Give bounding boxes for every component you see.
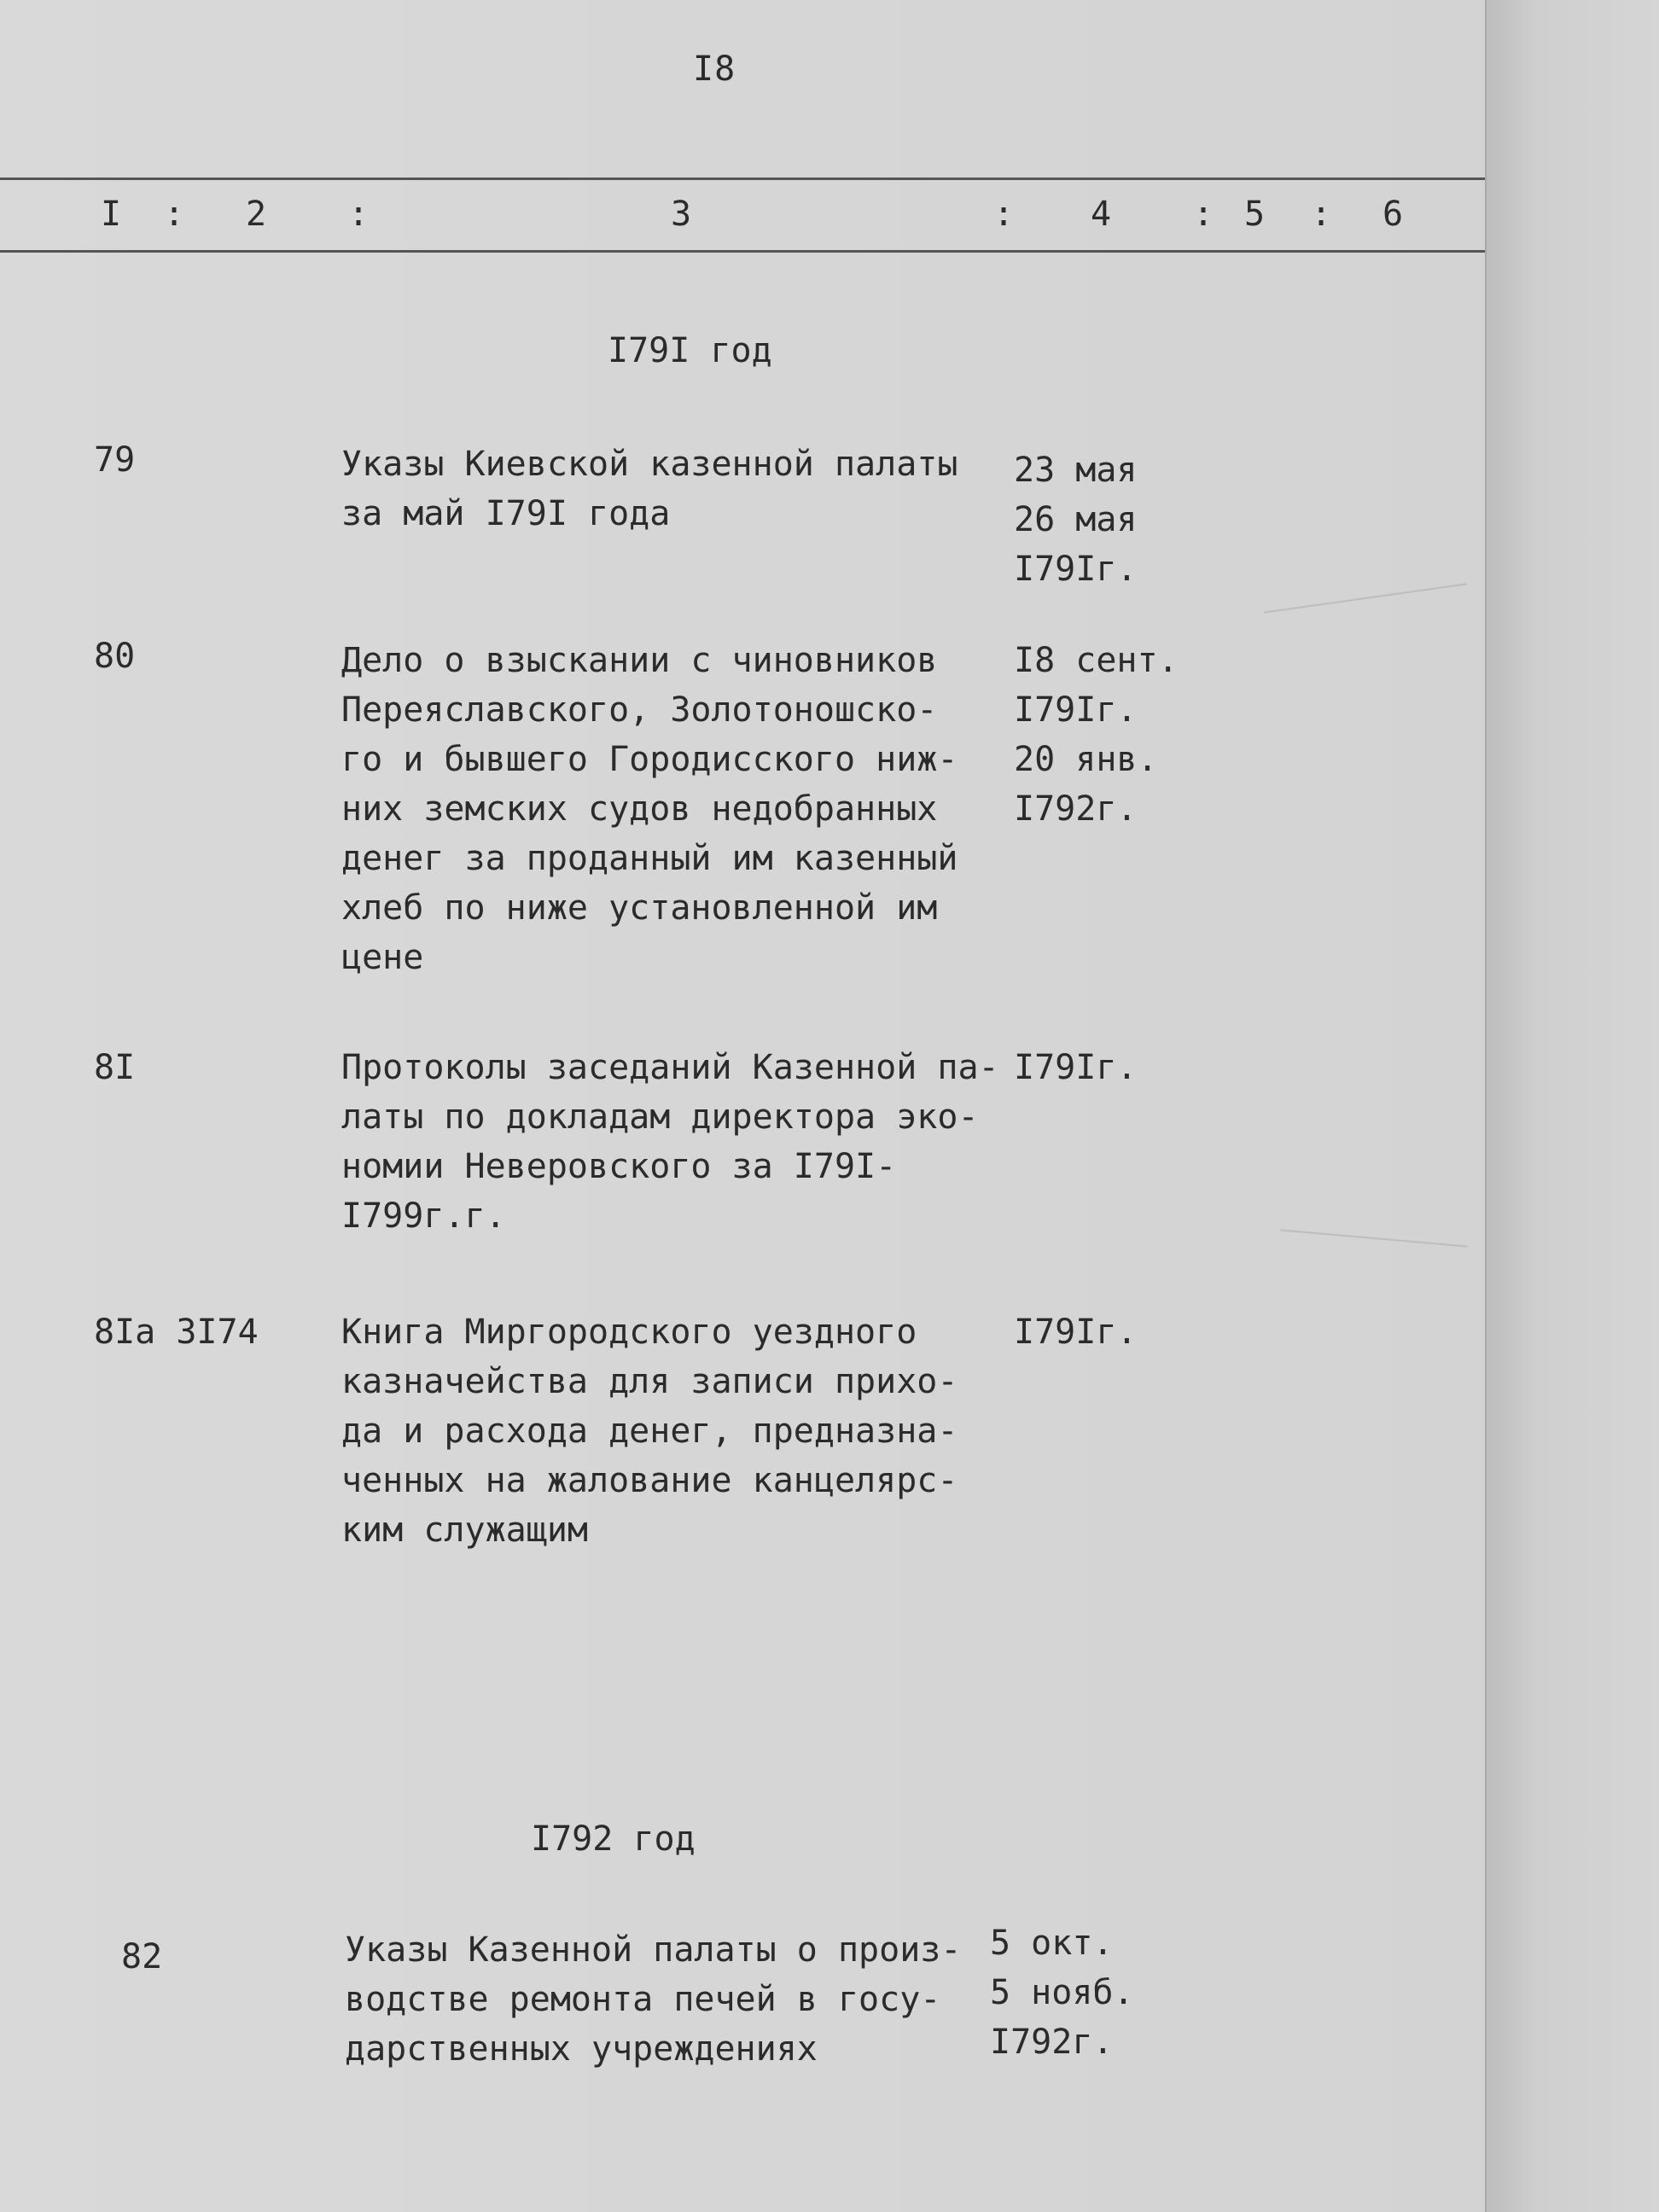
description-line: казначейства для записи прихо- bbox=[341, 1362, 958, 1401]
entry-number: 8I bbox=[94, 1048, 136, 1087]
description-line: ченных на жалование канцелярс- bbox=[341, 1461, 958, 1500]
description-line: Книга Миргородского уездного bbox=[341, 1313, 917, 1352]
entry-number: 80 bbox=[94, 637, 136, 676]
entry-description bbox=[341, 439, 990, 538]
page-number: I8 bbox=[693, 49, 736, 89]
year-heading: I79I год bbox=[608, 331, 772, 370]
entry-number: 82 bbox=[121, 1937, 163, 1976]
entry-description bbox=[341, 1043, 999, 1241]
date-line: 23 мая bbox=[1014, 451, 1138, 490]
description-line: ким служащим bbox=[341, 1511, 588, 1550]
description-line: I799г.г. bbox=[341, 1196, 506, 1236]
paper-crease bbox=[1264, 583, 1467, 613]
entry-number: 8Iа 3I74 bbox=[94, 1313, 259, 1352]
description-line: латы по докладам директора эко- bbox=[341, 1097, 979, 1137]
column-number-3: 3 bbox=[671, 195, 692, 234]
entry-description bbox=[341, 1307, 990, 1555]
description-line: водстве ремонта печей в госу- bbox=[345, 1980, 941, 2019]
entry-dates bbox=[990, 1918, 1134, 2067]
description-line: Переяславского, Золотоношско- bbox=[341, 690, 938, 730]
entry-dates bbox=[1014, 636, 1179, 834]
date-line: I79Iг. bbox=[1014, 550, 1138, 589]
column-number-4: 4 bbox=[1091, 195, 1112, 234]
paper-crease bbox=[1280, 1229, 1467, 1247]
column-number-2: 2 bbox=[246, 195, 267, 234]
date-line: I79Iг. bbox=[1014, 690, 1138, 730]
description-line: цене bbox=[341, 938, 424, 977]
entry-number: 79 bbox=[94, 440, 136, 480]
description-line: хлеб по ниже установленной им bbox=[341, 888, 938, 928]
column-number-6: 6 bbox=[1382, 195, 1404, 234]
description-line: дарственных учреждениях bbox=[345, 2029, 818, 2069]
date-line: 20 янв. bbox=[1014, 740, 1158, 779]
column-number-1: I bbox=[101, 195, 122, 234]
entry-dates bbox=[1014, 1043, 1138, 1092]
column-number-5: 5 bbox=[1244, 195, 1266, 234]
date-line: I792г. bbox=[1014, 789, 1138, 829]
description-line: за май I79I года bbox=[341, 494, 671, 533]
column-separator: : bbox=[164, 195, 185, 234]
description-line: них земских судов недобранных bbox=[341, 789, 938, 829]
date-line: I79Iг. bbox=[1014, 1313, 1138, 1352]
entry-description bbox=[341, 636, 990, 982]
description-line: Указы Казенной палаты о произ- bbox=[345, 1930, 962, 1970]
header-rule-bottom bbox=[0, 250, 1485, 253]
date-line: I8 сент. bbox=[1014, 641, 1179, 680]
description-line: номии Неверовского за I79I- bbox=[341, 1147, 897, 1186]
column-separator: : bbox=[993, 195, 1015, 234]
description-line: Указы Киевской казенной палаты bbox=[341, 445, 958, 484]
column-separator: : bbox=[1193, 195, 1214, 234]
date-line: 5 нояб. bbox=[990, 1973, 1134, 2012]
description-line: денег за проданный им казенный bbox=[341, 839, 958, 878]
description-line: го и бывшего Городисского ниж- bbox=[341, 740, 958, 779]
date-line: 26 мая bbox=[1014, 500, 1138, 539]
description-line: да и расхода денег, предназна- bbox=[341, 1412, 958, 1451]
column-separator: : bbox=[1311, 195, 1332, 234]
underlying-page-edge bbox=[1485, 0, 1659, 2212]
entry-dates bbox=[1014, 1307, 1138, 1357]
entry-dates bbox=[1014, 445, 1138, 594]
date-line: I792г. bbox=[990, 2023, 1114, 2062]
year-heading: I792 год bbox=[531, 1819, 696, 1859]
column-separator: : bbox=[348, 195, 370, 234]
header-rule-top bbox=[0, 178, 1485, 180]
description-line: Дело о взыскании с чиновников bbox=[341, 641, 938, 680]
description-line: Протоколы заседаний Казенной па- bbox=[341, 1048, 999, 1087]
date-line: I79Iг. bbox=[1014, 1048, 1138, 1087]
date-line: 5 окт. bbox=[990, 1924, 1114, 1963]
entry-description bbox=[345, 1925, 993, 2074]
